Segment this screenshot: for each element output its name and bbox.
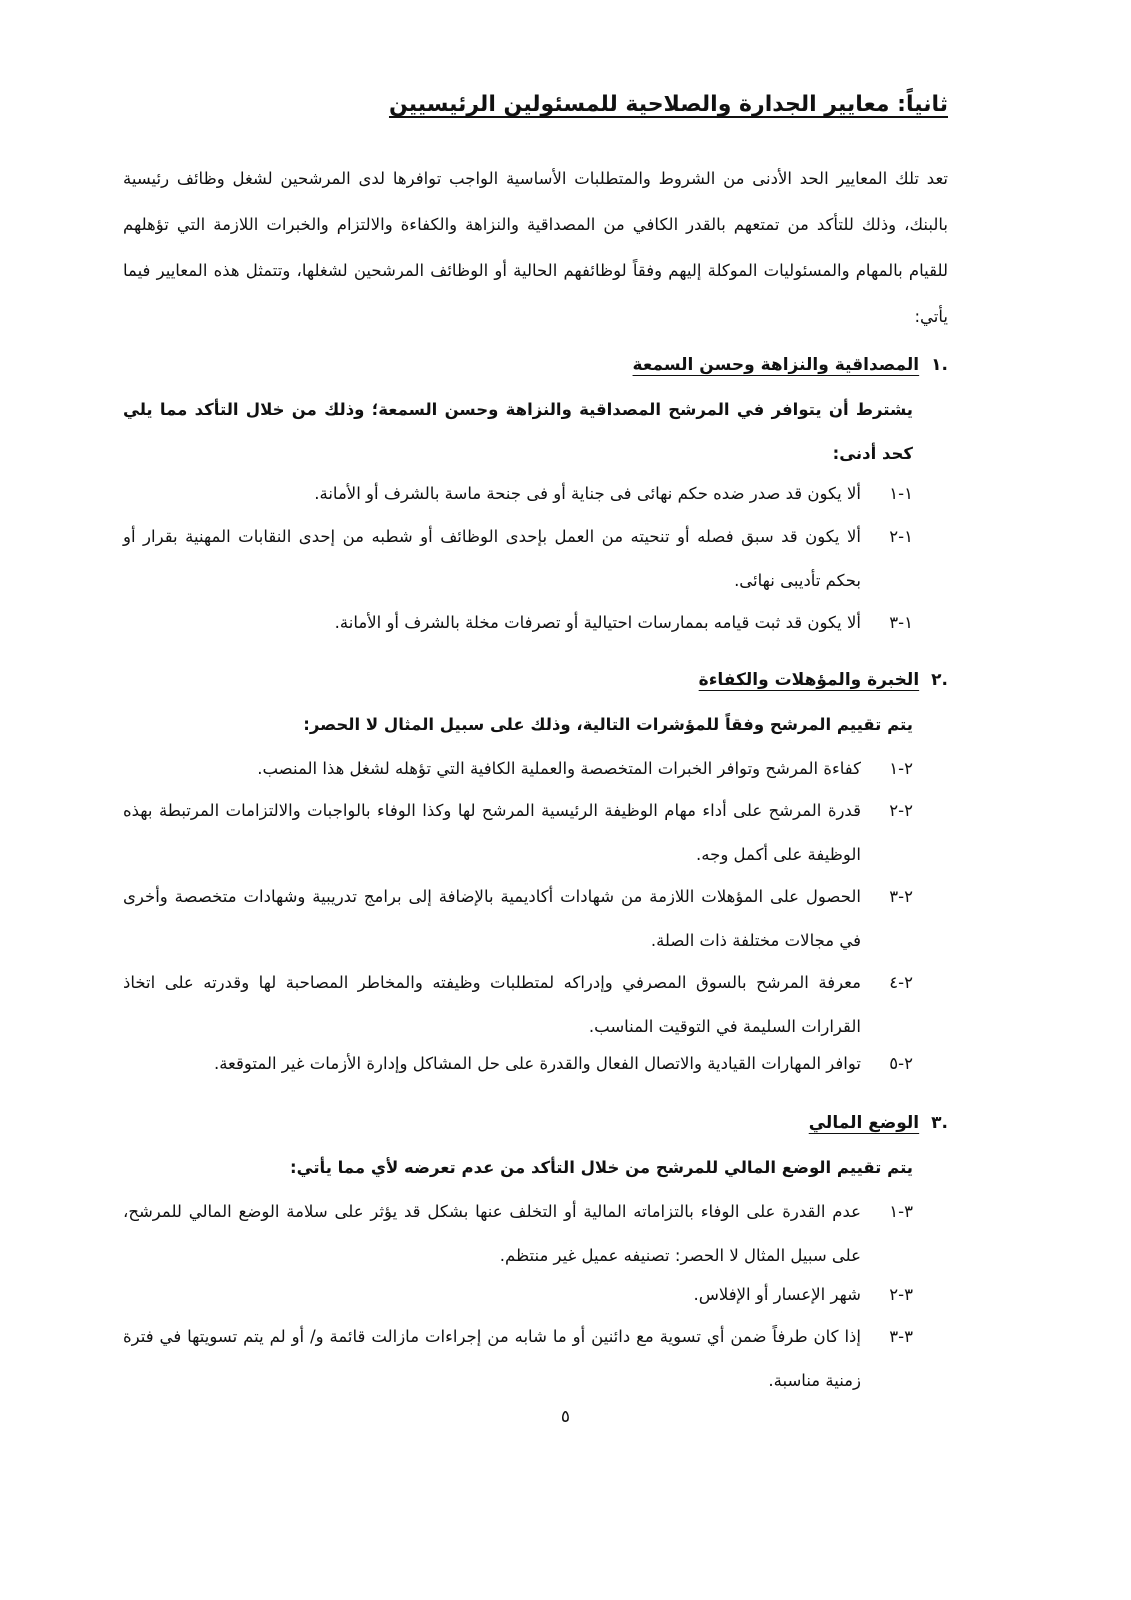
list-item — [123, 875, 913, 963]
item-number: ٢-٢ — [889, 801, 913, 820]
list-item — [123, 601, 913, 645]
item-text: قدرة المرشح على أداء مهام الوظيفة الرئيسية المرشح لها وكذا الوفاء بالواجبات والالتزامات المرتبطة بهذه الوظيفة على أكمل وجه. — [123, 801, 861, 864]
item-text: شهر الإعسار أو الإفلاس. — [693, 1285, 861, 1304]
item-text: ألا يكون قد صدر ضده حكم نهائى فى جناية أو فى جنحة ماسة بالشرف أو الأمانة. — [314, 484, 861, 503]
list-item — [123, 515, 913, 603]
intro-text: تعد تلك المعايير الحد الأدنى من الشروط والمتطلبات الأساسية الواجب توافرها لدى المرشحين لشغل وظائف رئيسية بالبنك، وذلك للتأكد من تمتعهم بالقدر الكافي من المصداقية والنزاهة والكفاءة والالتزام والخبرات اللازمة التي تؤهلهم للقيام بالمهام والمسئوليات الموكلة إليهم وفقاً لوظائفهم الحالية أو الوظائف المرشحين لشغلها، وتتمثل هذه المعايير فيما يأتي: — [123, 169, 948, 326]
item-number: ٢-١ — [889, 759, 913, 778]
list-item — [123, 1042, 913, 1086]
list-item — [123, 1190, 913, 1278]
list-item — [123, 747, 913, 791]
section-heading-2 — [699, 670, 948, 690]
section-title: الوضع المالي — [808, 1113, 920, 1133]
item-number: ٢-٤ — [889, 973, 913, 992]
item-text: عدم القدرة على الوفاء بالتزاماته المالية أو التخلف عنها بشكل قد يؤثر على سلامة الوضع المالي للمرشح، على سبيل المثال لا الحصر: تصنيفه عميل غير منتظم. — [123, 1202, 861, 1265]
item-text: معرفة المرشح بالسوق المصرفي وإدراكه لمتطلبات وظيفته والمخاطر المصاحبة لها وقدرته على اتخاذ القرارات السليمة في التوقيت المناسب. — [123, 973, 861, 1036]
item-number: ١-١ — [889, 484, 913, 503]
section-heading-1 — [633, 355, 948, 375]
list-item — [123, 789, 913, 877]
section-lead-3: يتم تقييم الوضع المالي للمرشح من خلال التأكد من عدم تعرضه لأي مما يأتي: — [290, 1158, 913, 1177]
section-lead-1: يشترط أن يتوافر في المرشح المصداقية والنزاهة وحسن السمعة؛ وذلك من خلال التأكد مما يلي كحد أدنى: — [123, 400, 913, 463]
item-number: ٣-١ — [889, 1202, 913, 1221]
section-number: .٢ — [931, 670, 948, 690]
section-title: الخبرة والمؤهلات والكفاءة — [698, 670, 920, 690]
item-number: ٢-٣ — [889, 887, 913, 906]
item-text: ألا يكون قد ثبت قيامه بممارسات احتيالية أو تصرفات مخلة بالشرف أو الأمانة. — [334, 613, 861, 632]
list-item — [123, 1315, 913, 1403]
list-item — [123, 472, 913, 516]
page-number: ٥ — [560, 1407, 571, 1427]
page-title: ثانياً: معايير الجدارة والصلاحية للمسئولين الرئيسيين — [388, 92, 948, 117]
item-number: ٢-٥ — [889, 1054, 913, 1073]
item-number: ٣-٢ — [889, 1285, 913, 1304]
section-heading-3 — [809, 1113, 948, 1133]
item-text: توافر المهارات القيادية والاتصال الفعال والقدرة على حل المشاكل وإدارة الأزمات غير المتوقعة. — [213, 1054, 861, 1073]
item-text: كفاءة المرشح وتوافر الخبرات المتخصصة والعملية الكافية التي تؤهله لشغل هذا المنصب. — [257, 759, 861, 778]
item-text: الحصول على المؤهلات اللازمة من شهادات أكاديمية بالإضافة إلى برامج تدريبية وشهادات متخصصة وأخرى في مجالات مختلفة ذات الصلة. — [123, 887, 861, 950]
intro-paragraph — [123, 156, 948, 340]
list-item — [123, 961, 913, 1049]
list-item — [123, 1273, 913, 1317]
item-number: ١-٢ — [889, 527, 913, 546]
section-number: .١ — [931, 355, 948, 375]
section-title: المصداقية والنزاهة وحسن السمعة — [632, 355, 920, 375]
item-text: ألا يكون قد سبق فصله أو تنحيته من العمل بإحدى الوظائف أو شطبه من إحدى النقابات المهنية بقرار أو بحكم تأديبى نهائى. — [123, 527, 861, 590]
item-number: ٣-٣ — [889, 1327, 913, 1346]
item-text: إذا كان طرفاً ضمن أي تسوية مع دائنين أو ما شابه من إجراءات مازالت قائمة و/ أو لم يتم تسويتها في فترة زمنية مناسبة. — [123, 1327, 861, 1390]
section-lead-2: يتم تقييم المرشح وفقاً للمؤشرات التالية، وذلك على سبيل المثال لا الحصر: — [303, 715, 913, 734]
item-number: ١-٣ — [889, 613, 913, 632]
section-number: .٣ — [931, 1113, 948, 1133]
